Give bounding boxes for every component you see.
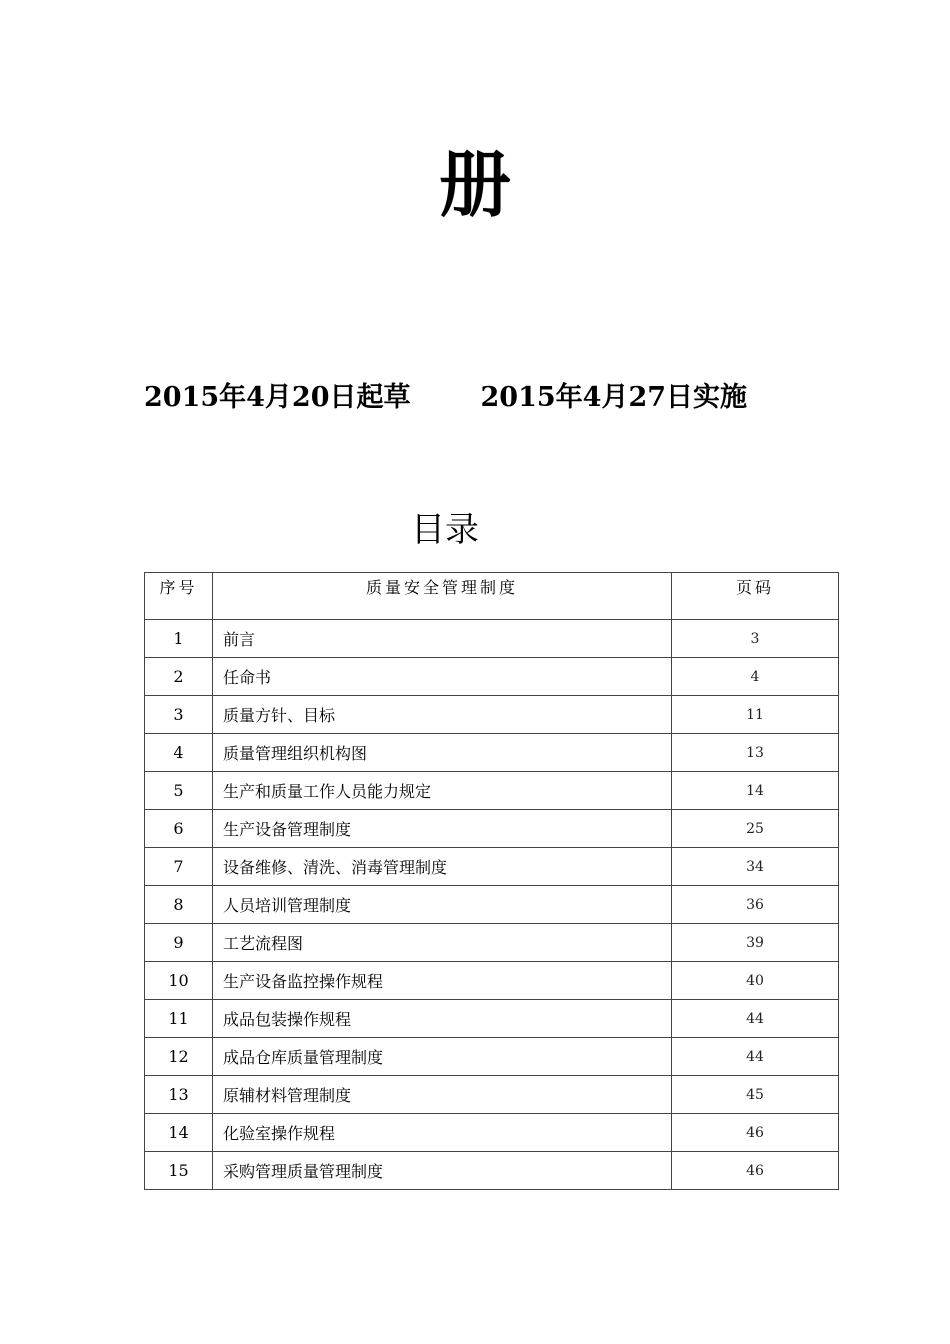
toc-row-page: 45	[672, 1076, 839, 1114]
toc-row-number: 4	[145, 734, 213, 772]
toc-row-page: 39	[672, 924, 839, 962]
effective-date: 2015年4月27日实施	[480, 382, 748, 413]
toc-row-name: 人员培训管理制度	[213, 886, 672, 924]
toc-row	[145, 658, 839, 696]
toc-row-number: 5	[145, 772, 213, 810]
toc-row-number: 8	[145, 886, 213, 924]
toc-header-number: 序号	[145, 573, 213, 620]
toc-header-row	[145, 573, 839, 620]
draft-date: 2015年4月20日起草	[144, 382, 411, 413]
toc-row-number: 14	[145, 1114, 213, 1152]
toc-row-page: 11	[672, 696, 839, 734]
toc-row	[145, 1076, 839, 1114]
toc-row	[145, 886, 839, 924]
toc-row-number: 11	[145, 1000, 213, 1038]
toc-row	[145, 848, 839, 886]
toc-row	[145, 810, 839, 848]
toc-row-page: 44	[672, 1038, 839, 1076]
toc-row	[145, 696, 839, 734]
toc-row-page: 46	[672, 1114, 839, 1152]
toc-table	[144, 572, 839, 1190]
toc-row-name: 化验室操作规程	[213, 1114, 672, 1152]
toc-row	[145, 962, 839, 1000]
toc-title: 目录	[411, 510, 479, 550]
toc-row-name: 原辅材料管理制度	[213, 1076, 672, 1114]
toc-row	[145, 1152, 839, 1190]
toc-row-page: 14	[672, 772, 839, 810]
cover-title-char: 册	[438, 142, 511, 227]
toc-row	[145, 734, 839, 772]
toc-row-number: 9	[145, 924, 213, 962]
toc-row-number: 15	[145, 1152, 213, 1190]
toc-row-page: 46	[672, 1152, 839, 1190]
toc-row-number: 1	[145, 620, 213, 658]
toc-row-page: 34	[672, 848, 839, 886]
toc-row-name: 生产和质量工作人员能力规定	[213, 772, 672, 810]
toc-row-number: 2	[145, 658, 213, 696]
toc-header-name: 质量安全管理制度	[213, 573, 672, 620]
toc-row-page: 40	[672, 962, 839, 1000]
toc-row-name: 质量管理组织机构图	[213, 734, 672, 772]
toc-row-page: 3	[672, 620, 839, 658]
toc-row-page: 13	[672, 734, 839, 772]
toc-row-name: 采购管理质量管理制度	[213, 1152, 672, 1190]
toc-row-name: 前言	[213, 620, 672, 658]
toc-header-page: 页码	[672, 573, 839, 620]
toc-row	[145, 772, 839, 810]
toc-row-number: 7	[145, 848, 213, 886]
toc-row	[145, 620, 839, 658]
toc-row-number: 12	[145, 1038, 213, 1076]
toc-row	[145, 1000, 839, 1038]
toc-row-number: 3	[145, 696, 213, 734]
toc-row-name: 成品仓库质量管理制度	[213, 1038, 672, 1076]
toc-row	[145, 1038, 839, 1076]
toc-row-name: 生产设备监控操作规程	[213, 962, 672, 1000]
toc-row	[145, 924, 839, 962]
toc-row-page: 4	[672, 658, 839, 696]
toc-row-page: 36	[672, 886, 839, 924]
toc-row-number: 10	[145, 962, 213, 1000]
toc-row-name: 任命书	[213, 658, 672, 696]
toc-row-page: 44	[672, 1000, 839, 1038]
toc-row-number: 13	[145, 1076, 213, 1114]
toc-row	[145, 1114, 839, 1152]
cover-dates	[144, 378, 844, 418]
toc-row-number: 6	[145, 810, 213, 848]
toc-row-name: 设备维修、清洗、消毒管理制度	[213, 848, 672, 886]
toc-row-page: 25	[672, 810, 839, 848]
toc-row-name: 工艺流程图	[213, 924, 672, 962]
toc-row-name: 成品包装操作规程	[213, 1000, 672, 1038]
toc-row-name: 生产设备管理制度	[213, 810, 672, 848]
toc-row-name: 质量方针、目标	[213, 696, 672, 734]
